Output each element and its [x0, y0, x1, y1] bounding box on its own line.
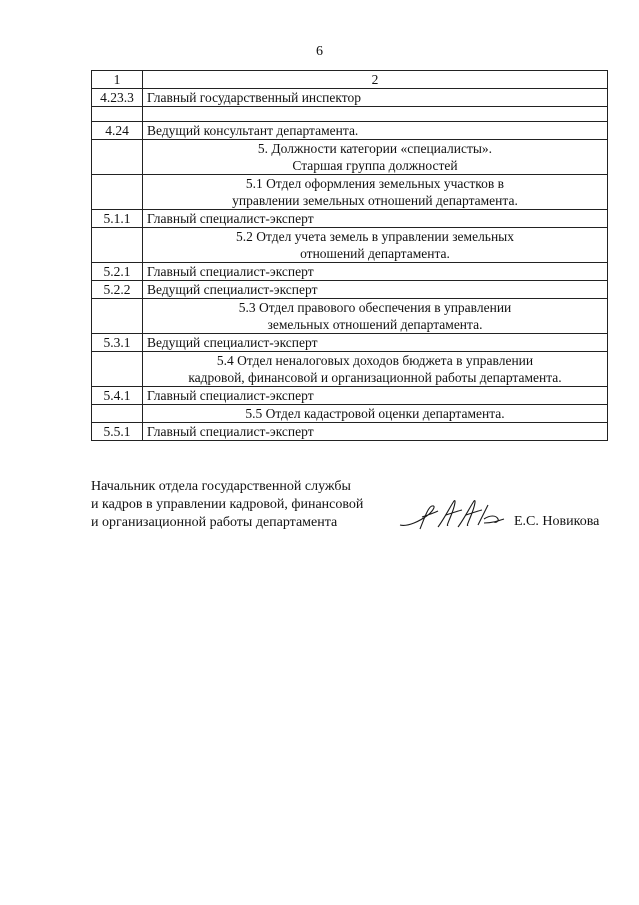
row-number-cell: 4.23.3: [92, 89, 143, 107]
page-number: 6: [316, 44, 323, 59]
section-heading-row: [92, 299, 608, 334]
header-col-number: 1: [92, 71, 143, 89]
section-number-cell: [92, 299, 143, 334]
section-heading-cell: [143, 405, 608, 423]
position-title-cell: [143, 107, 608, 122]
section-heading-line: кадровой, финансовой и организационной работы департамента.: [188, 370, 562, 385]
row-number-cell: 5.3.1: [92, 334, 143, 352]
table-body: [92, 89, 608, 441]
section-number-cell: [92, 175, 143, 210]
header-col-title: 2: [143, 71, 608, 89]
row-number-cell: 5.2.1: [92, 263, 143, 281]
row-number-cell: 5.5.1: [92, 423, 143, 441]
table-row: [92, 263, 608, 281]
table-row: [92, 89, 608, 107]
section-heading-line: 5.2 Отдел учета земель в управлении земельных: [235, 229, 515, 244]
section-heading-cell: [143, 175, 608, 210]
table-header-row: [92, 71, 608, 89]
row-number-cell: [92, 107, 143, 122]
table-row: [92, 122, 608, 140]
section-heading-cell: [143, 228, 608, 263]
empty-row: [92, 107, 608, 122]
position-title-cell: Главный специалист-эксперт: [143, 210, 608, 228]
section-number-cell: [92, 352, 143, 387]
section-heading-row: [92, 140, 608, 175]
section-heading-line: земельных отношений департамента.: [267, 317, 483, 332]
signatory-position-line: Начальник отдела государственной службы: [91, 479, 351, 494]
section-heading-line: 5. Должности категории «специалисты».: [257, 141, 493, 156]
signatory-position-line: и кадров в управлении кадровой, финансовой: [91, 497, 364, 512]
position-title-cell: Главный государственный инспектор: [143, 89, 608, 107]
section-heading-cell: [143, 352, 608, 387]
section-heading-line: управлении земельных отношений департамента.: [232, 193, 518, 208]
signatory-position-line: и организационной работы департамента: [91, 515, 338, 530]
table-row: [92, 387, 608, 405]
row-number-cell: 5.4.1: [92, 387, 143, 405]
position-title-cell: Ведущий специалист-эксперт: [143, 334, 608, 352]
section-heading-row: [92, 228, 608, 263]
section-heading-cell: [143, 299, 608, 334]
table-row: [92, 334, 608, 352]
table-row: [92, 281, 608, 299]
section-heading-row: [92, 352, 608, 387]
row-number-cell: 4.24: [92, 122, 143, 140]
signatory-name: Е.С. Новикова: [514, 514, 600, 529]
section-heading-line: 5.3 Отдел правового обеспечения в управлении: [238, 300, 512, 315]
row-number-cell: 5.2.2: [92, 281, 143, 299]
position-title-cell: Главный специалист-эксперт: [143, 423, 608, 441]
section-heading-line: 5.1 Отдел оформления земельных участков в: [245, 176, 505, 191]
row-number-cell: 5.1.1: [92, 210, 143, 228]
section-number-cell: [92, 228, 143, 263]
section-heading-line: отношений департамента.: [300, 246, 450, 261]
position-title-cell: Главный специалист-эксперт: [143, 387, 608, 405]
section-heading-line: 5.5 Отдел кадастровой оценки департамента.: [245, 406, 505, 421]
handwritten-signature: [398, 497, 506, 533]
table-row: [92, 423, 608, 441]
position-title-cell: Ведущий консультант департамента.: [143, 122, 608, 140]
section-heading-cell: [143, 140, 608, 175]
section-number-cell: [92, 140, 143, 175]
section-heading-line: 5.4 Отдел неналоговых доходов бюджета в управлении: [216, 353, 534, 368]
section-heading-row: [92, 405, 608, 423]
table-row: [92, 210, 608, 228]
section-number-cell: [92, 405, 143, 423]
position-title-cell: Главный специалист-эксперт: [143, 263, 608, 281]
signatory-position: [91, 478, 363, 532]
position-title-cell: Ведущий специалист-эксперт: [143, 281, 608, 299]
positions-table: [91, 70, 608, 441]
section-heading-row: [92, 175, 608, 210]
section-heading-line: Старшая группа должностей: [292, 158, 458, 173]
